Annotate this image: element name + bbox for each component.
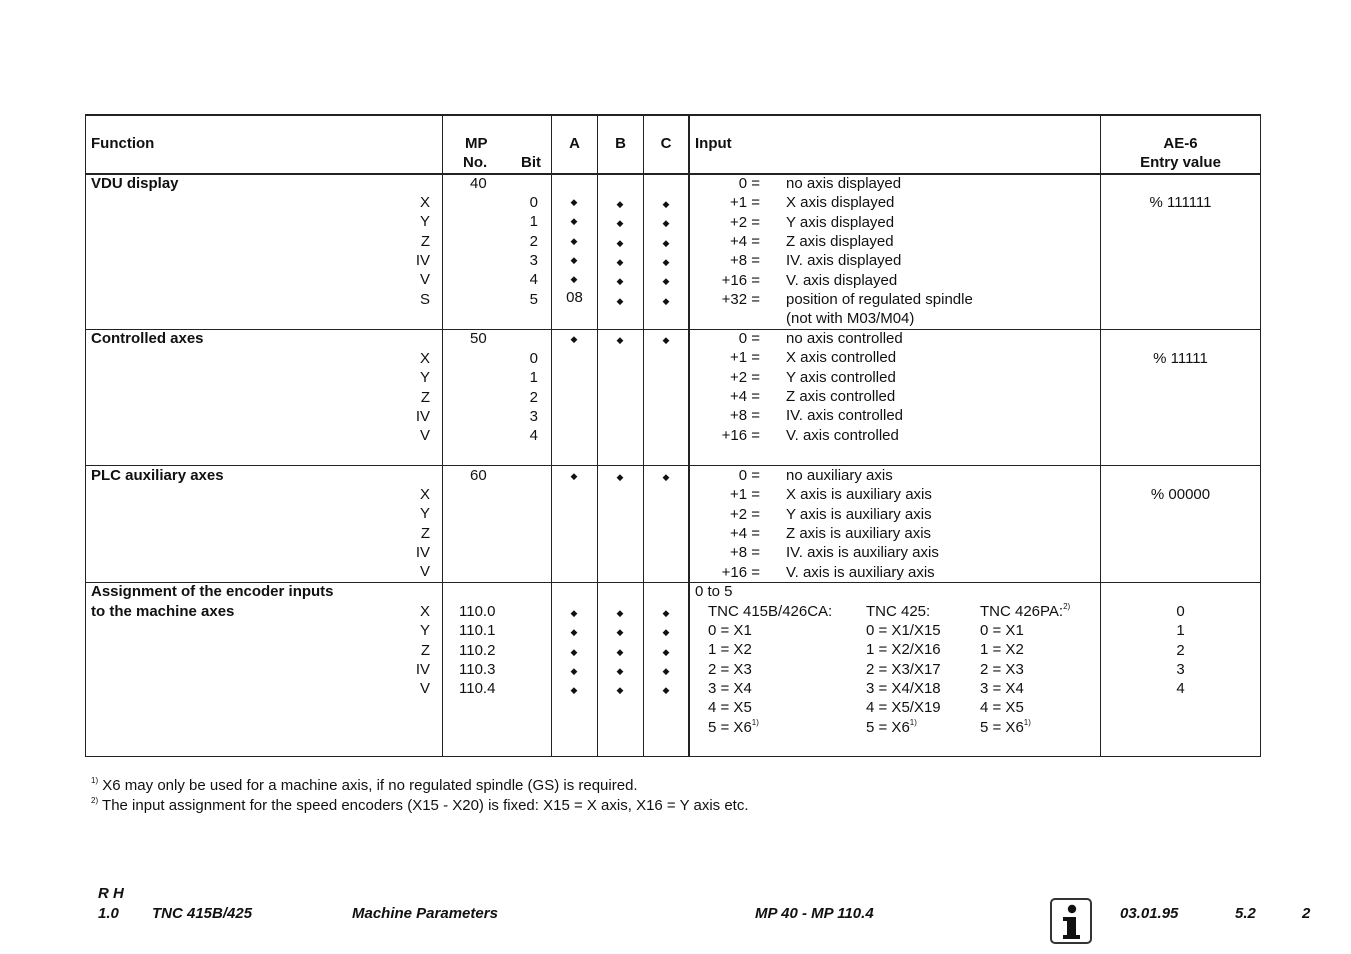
assign-415b: 0 = X1 bbox=[708, 622, 752, 639]
row-divider bbox=[85, 329, 1261, 330]
row-title-controlled: Controlled axes bbox=[91, 330, 204, 347]
diamond-mark: ◆ bbox=[662, 472, 670, 482]
diamond-mark: ◆ bbox=[570, 665, 578, 676]
axis-label: X bbox=[419, 603, 430, 620]
input-code: +2 = bbox=[729, 368, 760, 386]
header-ae6: AE-6 bbox=[1163, 135, 1198, 152]
bit-number: 3 bbox=[529, 407, 538, 425]
footnote-1: $^{1)}$ X6 may only be used for a machine axis, if no regulated spindle (GS) is required. bbox=[91, 776, 638, 794]
col-line bbox=[551, 114, 552, 757]
assign-425: 0 = X1/X15 bbox=[866, 622, 941, 639]
bit-number: 0 bbox=[529, 350, 538, 367]
header-function: Function bbox=[91, 135, 155, 152]
input-desc: V. axis displayed bbox=[786, 271, 898, 289]
axis-label: IV bbox=[415, 660, 430, 678]
footer-rh: R H bbox=[98, 885, 124, 902]
header-bit: Bit bbox=[521, 154, 541, 171]
footer-date: 03.01.95 bbox=[1120, 905, 1179, 922]
assign-415b: 2 = X3 bbox=[708, 660, 752, 678]
diamond-mark: ◆ bbox=[616, 627, 624, 638]
diamond-mark: ◆ bbox=[570, 254, 578, 265]
input-code: +1 = bbox=[729, 194, 760, 212]
input-desc: IV. axis is auxiliary axis bbox=[786, 544, 939, 562]
diamond-mark: ◆ bbox=[570, 608, 578, 618]
header-a: A bbox=[569, 135, 580, 152]
bit-number: 5 bbox=[529, 290, 538, 308]
input-code: +4 = bbox=[729, 524, 760, 542]
input-code: +4 = bbox=[729, 232, 760, 250]
assign-426pa: 3 = X4 bbox=[980, 679, 1024, 697]
input-code: +32 = bbox=[721, 290, 760, 308]
assign-425: $5 = X6^{1)}$ bbox=[866, 717, 917, 736]
diamond-mark: ◆ bbox=[570, 334, 578, 344]
diamond-mark: ◆ bbox=[616, 608, 624, 618]
axis-label: X bbox=[419, 486, 430, 503]
diamond-mark: ◆ bbox=[616, 295, 624, 306]
axis-label: X bbox=[419, 350, 430, 367]
footer-model: TNC 415B/425 bbox=[152, 905, 253, 922]
diamond-mark: ◆ bbox=[662, 218, 670, 229]
bit-number: 4 bbox=[529, 427, 538, 445]
axis-label: V bbox=[419, 427, 430, 445]
header-input: Input bbox=[695, 135, 732, 152]
input-desc: Z axis displayed bbox=[786, 232, 894, 250]
input-code: +2 = bbox=[729, 213, 760, 231]
bit-number: 1 bbox=[529, 369, 538, 387]
footer-page: 2 bbox=[1302, 905, 1311, 922]
axis-label: Z bbox=[420, 641, 430, 659]
col-head-415b: TNC 415B/426CA: bbox=[708, 603, 833, 620]
input-desc: Y axis controlled bbox=[786, 368, 896, 386]
diamond-mark: ◆ bbox=[662, 335, 670, 345]
footer-version: 1.0 bbox=[98, 905, 119, 922]
input-desc: IV. axis displayed bbox=[786, 252, 902, 270]
input-desc: X axis is auxiliary axis bbox=[786, 486, 932, 504]
entry-value: 2 bbox=[1176, 641, 1185, 659]
col-line bbox=[597, 114, 598, 757]
assign-426pa: 4 = X5 bbox=[980, 699, 1024, 717]
input-code: 0 = bbox=[738, 175, 760, 192]
diamond-mark: ◆ bbox=[570, 274, 578, 285]
axis-label: IV bbox=[415, 407, 430, 425]
bit-number: 1 bbox=[529, 213, 538, 231]
diamond-mark: ◆ bbox=[570, 197, 578, 207]
col-line bbox=[85, 114, 86, 757]
diamond-mark: ◆ bbox=[616, 276, 624, 287]
axis-label: Y bbox=[419, 213, 430, 231]
mp-number: 50 bbox=[470, 330, 487, 347]
diamond-mark: ◆ bbox=[662, 685, 670, 696]
input-code: +1 = bbox=[729, 349, 760, 367]
entry-value: % 111111 bbox=[1149, 194, 1212, 211]
input-code: +8 = bbox=[729, 407, 760, 425]
col-line bbox=[643, 114, 644, 757]
assign-415b: 1 = X2 bbox=[708, 641, 752, 659]
input-code: +16 = bbox=[721, 426, 760, 444]
axis-label: V bbox=[419, 563, 430, 581]
input-desc: Z axis controlled bbox=[786, 387, 896, 405]
diamond-mark: ◆ bbox=[662, 276, 670, 287]
assign-415b: 3 = X4 bbox=[708, 679, 752, 697]
diamond-mark: ◆ bbox=[662, 295, 670, 306]
input-code: +16 = bbox=[721, 563, 760, 581]
footer-chapter: 5.2 bbox=[1235, 905, 1256, 922]
input-range: 0 to 5 bbox=[695, 583, 733, 600]
diamond-mark: ◆ bbox=[616, 237, 624, 248]
input-code: +8 = bbox=[729, 544, 760, 562]
axis-label: Y bbox=[419, 505, 430, 523]
input-desc: (not with M03/M04) bbox=[786, 310, 915, 328]
input-desc: V. axis controlled bbox=[786, 426, 899, 444]
input-desc: X axis controlled bbox=[786, 349, 897, 367]
diamond-mark: ◆ bbox=[570, 627, 578, 638]
diamond-mark: ◆ bbox=[570, 685, 578, 696]
header-entry-value: Entry value bbox=[1140, 154, 1221, 171]
diamond-mark: ◆ bbox=[616, 199, 624, 209]
bit-number: 2 bbox=[529, 232, 538, 250]
bit-number: 2 bbox=[529, 388, 538, 406]
diamond-mark: ◆ bbox=[662, 646, 670, 657]
axis-label: Z bbox=[420, 232, 430, 250]
assign-425: 1 = X2/X16 bbox=[866, 641, 941, 659]
bit-number: 3 bbox=[529, 251, 538, 269]
footer-range: MP 40 - MP 110.4 bbox=[755, 905, 874, 922]
input-code: +8 = bbox=[729, 252, 760, 270]
footnote-2: $^{2)}$ The input assignment for the speed encoders (X15 - X20) is fixed: X15 = X axis, X16 = Y axis etc. bbox=[91, 796, 749, 814]
diamond-mark: ◆ bbox=[662, 665, 670, 676]
assign-426pa: 2 = X3 bbox=[980, 660, 1024, 678]
entry-value: % 11111 bbox=[1153, 350, 1208, 367]
input-code: 0 = bbox=[738, 467, 760, 484]
input-desc: position of regulated spindle bbox=[786, 290, 973, 308]
entry-value: % 00000 bbox=[1150, 486, 1211, 503]
assign-426pa: 1 = X2 bbox=[980, 641, 1024, 659]
table-top-border bbox=[85, 114, 1261, 116]
mp-number: 110.2 bbox=[459, 641, 496, 659]
assign-415b: $5 = X6^{1)}$ bbox=[708, 717, 759, 736]
input-desc: V. axis is auxiliary axis bbox=[786, 563, 935, 581]
mp-number: 40 bbox=[470, 175, 487, 192]
col-line bbox=[1260, 114, 1261, 757]
input-code: +4 = bbox=[729, 387, 760, 405]
axis-label: Y bbox=[419, 622, 430, 640]
mp-number: 60 bbox=[470, 467, 487, 484]
header-b: B bbox=[615, 135, 626, 152]
assign-425: 3 = X4/X18 bbox=[866, 679, 941, 697]
axis-label: Z bbox=[420, 388, 430, 406]
mp-number: 110.4 bbox=[459, 680, 496, 698]
col-head-425: TNC 425: bbox=[866, 603, 931, 620]
bit-number: 4 bbox=[529, 271, 538, 289]
diamond-mark: ◆ bbox=[616, 685, 624, 696]
header-mp: MP bbox=[465, 135, 488, 152]
input-code: +1 = bbox=[729, 486, 760, 504]
input-desc: Y axis is auxiliary axis bbox=[786, 505, 932, 523]
axis-label: V bbox=[419, 271, 430, 289]
axis-label: Y bbox=[419, 369, 430, 387]
diamond-mark: ◆ bbox=[570, 235, 578, 246]
mp-number: 110.3 bbox=[459, 660, 496, 678]
a-note: 08 bbox=[566, 289, 583, 306]
entry-value: 4 bbox=[1176, 680, 1185, 698]
assign-425: 2 = X3/X17 bbox=[866, 660, 941, 678]
input-desc: no axis displayed bbox=[786, 175, 902, 192]
diamond-mark: ◆ bbox=[570, 216, 578, 227]
diamond-mark: ◆ bbox=[570, 471, 578, 481]
row-divider bbox=[85, 465, 1261, 466]
input-desc: Y axis displayed bbox=[786, 213, 895, 231]
col-head-426pa: TNC 426PA:$^{2)}$ bbox=[980, 602, 1071, 620]
header-no: No. bbox=[463, 154, 488, 171]
input-desc: no auxiliary axis bbox=[786, 467, 893, 484]
diamond-mark: ◆ bbox=[570, 646, 578, 657]
axis-label: Z bbox=[420, 524, 430, 542]
input-desc: no axis controlled bbox=[786, 330, 903, 347]
diamond-mark: ◆ bbox=[616, 256, 624, 267]
diamond-mark: ◆ bbox=[662, 608, 670, 618]
diamond-mark: ◆ bbox=[616, 335, 624, 345]
header-c: C bbox=[660, 135, 672, 152]
axis-label: V bbox=[419, 680, 430, 698]
axis-label: X bbox=[419, 194, 430, 211]
assign-425: 4 = X5/X19 bbox=[866, 699, 941, 717]
mp-number: 110.0 bbox=[459, 603, 496, 620]
col-line bbox=[442, 114, 443, 757]
footer-section: Machine Parameters bbox=[352, 905, 498, 922]
input-code: +2 = bbox=[729, 505, 760, 523]
row-title-plc: PLC auxiliary axes bbox=[91, 467, 224, 484]
input-desc: X axis displayed bbox=[786, 194, 895, 212]
diamond-mark: ◆ bbox=[662, 627, 670, 638]
diamond-mark: ◆ bbox=[662, 237, 670, 248]
diamond-mark: ◆ bbox=[616, 646, 624, 657]
diamond-mark: ◆ bbox=[616, 218, 624, 229]
diamond-mark: ◆ bbox=[616, 665, 624, 676]
info-icon bbox=[1050, 898, 1092, 944]
entry-value: 0 bbox=[1176, 603, 1185, 620]
diamond-mark: ◆ bbox=[616, 472, 624, 482]
assign-426pa: $5 = X6^{1)}$ bbox=[980, 717, 1031, 736]
input-desc: Z axis is auxiliary axis bbox=[786, 524, 932, 542]
row-title-vdu: VDU display bbox=[91, 175, 179, 192]
axis-label: IV bbox=[415, 543, 430, 561]
diamond-mark: ◆ bbox=[662, 256, 670, 267]
input-code: 0 = bbox=[738, 330, 760, 347]
input-desc: IV. axis controlled bbox=[786, 407, 904, 425]
diamond-mark: ◆ bbox=[662, 199, 670, 209]
axis-label: S bbox=[419, 290, 430, 308]
header-divider bbox=[85, 173, 1261, 175]
entry-value: 1 bbox=[1176, 622, 1185, 640]
bit-number: 0 bbox=[529, 194, 538, 211]
assign-415b: 4 = X5 bbox=[708, 699, 752, 717]
assign-426pa: 0 = X1 bbox=[980, 622, 1024, 639]
axis-label: IV bbox=[415, 251, 430, 269]
row-title-encoder-1: Assignment of the encoder inputs bbox=[91, 583, 334, 600]
table-bottom-border bbox=[85, 756, 1261, 757]
input-code: +16 = bbox=[721, 271, 760, 289]
row-title-encoder-2: to the machine axes bbox=[91, 603, 235, 620]
mp-number: 110.1 bbox=[459, 622, 496, 640]
entry-value: 3 bbox=[1176, 660, 1185, 678]
